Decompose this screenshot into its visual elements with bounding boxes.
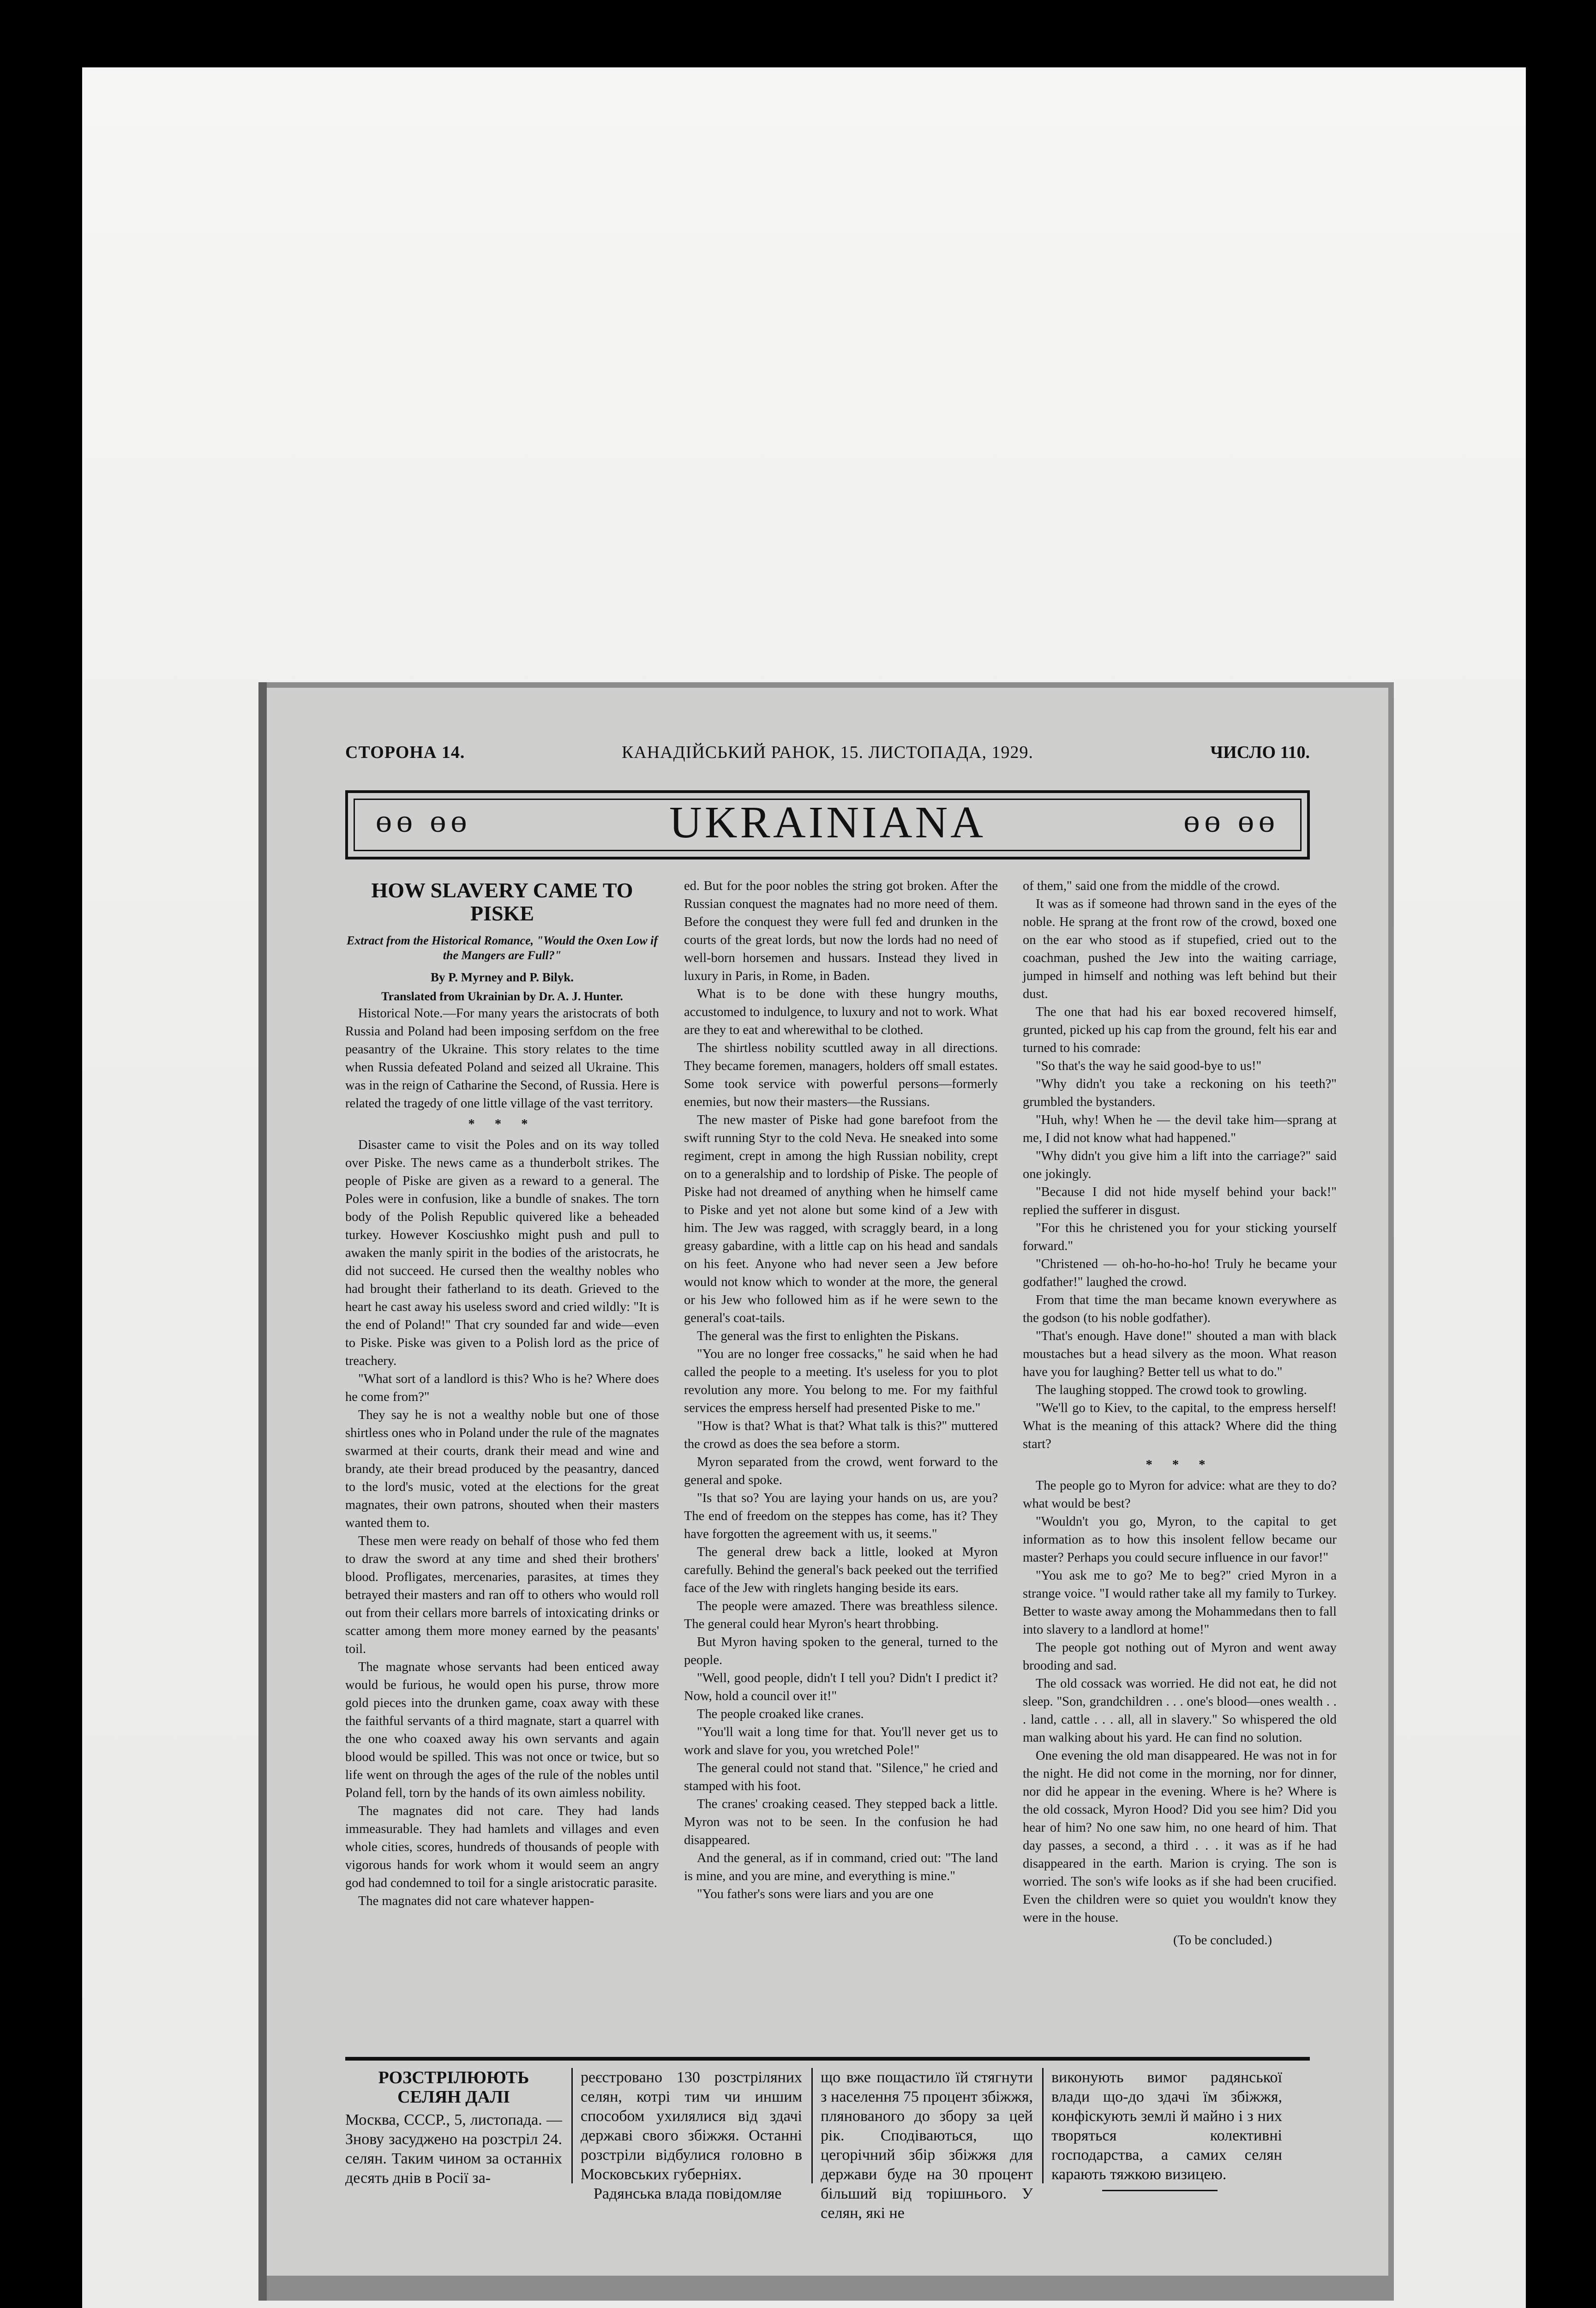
banner-ornament-left: ɵɵ ɵɵ — [376, 804, 472, 839]
paragraph: Москва, СССР., 5, листопада. —Знову засуджено на розстріл 24. селян. Таким чином за останніх десять днів в Росії за- — [345, 2111, 562, 2187]
paragraph: Disaster came to visit the Poles and on its way tolled over Piske. The news came as a thunderbolt strikes. The people of Piske are given as a reward to a general. The Poles were in confusion, like a bundle of snakes. The torn body of the Polish Republic quivered like a beheaded turkey. However Kosciushko might push and pull to awaken the manly spirit in the bodies of the aristocrats, he did not succeed. He cursed then the wealthy nobles who had brought their fatherland to its death. Grieved to the heart he cast away his useless sword and cried wildly: "It is the end of Poland!" That cry sounded far and wide—even to Piske. Piske was given to a Polish lord as the price of treachery. — [345, 1138, 659, 1368]
paragraph: "Christened — oh-ho-ho-ho-ho! Truly he became your godfather!" laughed the crowd. — [1023, 1257, 1337, 1289]
paragraph: The laughing stopped. The crowd took to growling. — [1036, 1383, 1307, 1397]
article-byline: By P. Myrney and P. Bilyk. — [430, 970, 574, 984]
article-title: HOW SLAVERY CAME TO PISKE — [371, 878, 633, 925]
article-subhead: Extract from the Historical Romance, "Would the Oxen Low if the Mangers are Full?" — [346, 934, 658, 962]
paragraph: "You father's sons were liars and you are one — [697, 1887, 934, 1901]
paragraph: But Myron having spoken to the general, turned to the people. — [684, 1635, 998, 1667]
paragraph: The cranes' croaking ceased. They stepped back a little. Myron was not to be seen. In the confusion he had disappeared. — [684, 1797, 998, 1847]
paragraph: "Why didn't you take a reckoning on his teeth?" grumbled the bystanders. — [1023, 1077, 1337, 1109]
article-columns — [345, 877, 1337, 2050]
paragraph: "So that's the way he said good-bye to us!" — [1036, 1059, 1262, 1073]
column-rule — [1042, 2068, 1044, 2183]
article-translator: Translated from Ukrainian by Dr. A. J. Hunter. — [381, 990, 623, 1003]
page-header — [345, 742, 1310, 765]
paragraph: "You'll wait a long time for that. You'll never get us to work and slave for you, you wretched Pole!" — [684, 1725, 998, 1757]
paragraph: "Because I did not hide myself behind your back!" replied the sufferer in disgust. — [1023, 1185, 1337, 1217]
paragraph: "That's enough. Have done!" shouted a man with black moustaches but a head silvery as the moon. What reason have you for laughing? Better tell us what to do." — [1023, 1329, 1337, 1379]
section-banner — [345, 790, 1310, 859]
paragraph: ed. But for the poor nobles the string got broken. After the Russian conquest the magnates had no more need of them. Before the conquest they were full fed and drunken in the courts of the great lords, but now the lords had no need of well-born horsemen and hussars. Instead they lived in luxury in Paris, in Rome, in Baden. — [684, 879, 998, 983]
paragraph: "Is that so? You are laying your hands on us, are you? The end of freedom on the steppes has come, has it? They have forgotten the agreement with us, it seems." — [684, 1491, 998, 1541]
paragraph: of them," said one from the middle of the crowd. — [1023, 879, 1280, 893]
paragraph: The old cossack was worried. He did not eat, he did not sleep. "Son, grandchildren . . . one's blood—ones wealth . . . land, cattle . . . all, all in slavery." So whispered the old man walking about his yard. He can find no solution. — [1023, 1677, 1337, 1745]
paragraph: The one that had his ear boxed recovered himself, grunted, picked up his cap from the ground, felt his ear and turned to his comrade: — [1023, 1005, 1337, 1055]
paragraph: The people go to Myron for advice: what are they to do? what would be best? — [1023, 1479, 1337, 1511]
page-edge — [258, 682, 267, 2301]
paragraph: The people were amazed. There was breathless silence. The general could hear Myron's heart throbbing. — [684, 1599, 998, 1631]
news-column-3 — [821, 2068, 1033, 2223]
paragraph: що вже пощастило їй стягнути з населення 75 процент збіжжя, плянованого до збору за цей рік. Сподіваються, що цегорічний збір збіжжя для держави буде на 30 процент більший від торішнього. У селян, які не — [821, 2069, 1033, 2222]
paragraph: One evening the old man disappeared. He was not in for the night. He did not come in the morning, nor for dinner, nor did he appear in the evening. Where is he? Where is the old cossack, Myron Hood? Did you see him? Did you hear of him? No one saw him, no one heard of him. That day passes, a second, a third . . . it was as if he had disappeared in the earth. Marion is crying. The son is worried. The son's wife looks as if she had been crucified. Even the children were so quiet you wouldn't know they were in the house. — [1023, 1749, 1337, 1925]
article-column-1 — [345, 877, 659, 1910]
paragraph: Радянська влада повідомляе — [594, 2185, 782, 2202]
news-item — [345, 2068, 1310, 2222]
news-column-1 — [345, 2068, 562, 2188]
paragraph: They say he is not a wealthy noble but one of those shirtless ones who in Poland under the rule of the magnates swarmed at their courts, drank their mead and wine and brandy, ate their bread produced by the peasantry, danced to the lord's music, voted at the elections for the great magnates, their own patrons, shouted when their masters wanted them to. — [345, 1408, 659, 1530]
paragraph: "What sort of a landlord is this? Who is he? Where does he come from?" — [345, 1372, 659, 1404]
paragraph: What is to be done with these hungry mouths, accustomed to indulgence, to luxury and not to work. What are they to eat and wherewithal to be clothed. — [684, 987, 998, 1037]
paragraph: From that time the man became known everywhere as the godson (to his noble godfather). — [1023, 1293, 1337, 1325]
to-be-concluded: (To be concluded.) — [1173, 1933, 1272, 1947]
paragraph: "Well, good people, didn't I tell you? Didn't I predict it? Now, hold a council over it!" — [684, 1671, 998, 1703]
section-rule — [345, 2057, 1310, 2061]
column-rule — [571, 2068, 573, 2183]
newspaper-page — [267, 688, 1388, 2276]
paragraph: "How is that? What is that? What talk is this?" muttered the crowd as does the sea before a storm. — [684, 1419, 998, 1451]
page-number: СТОРОНА 14. — [345, 743, 465, 762]
paragraph: The shirtless nobility scuttled away in all directions. They became foremen, managers, holders off small estates. Some took service with powerful persons—formerly enemies, but now their masters—the Russians. — [684, 1041, 998, 1109]
paragraph: The people got nothing out of Myron and went away brooding and sad. — [1023, 1641, 1337, 1673]
paragraph: "Wouldn't you go, Myron, to the capital to get information as to how this insolent fellow became our master? Perhaps you could secure influence in our favor!" — [1023, 1515, 1337, 1565]
news-column-2 — [581, 2068, 802, 2204]
issue-number: ЧИСЛО 110. — [1210, 743, 1310, 762]
paragraph: The general was the first to enlighten the Piskans. — [697, 1329, 959, 1343]
news-title: РОЗСТРІЛЮЮТЬ СЕЛЯН ДАЛІ — [378, 2068, 529, 2107]
column-rule — [811, 2068, 813, 2183]
paragraph: The magnate whose servants had been enticed away would be furious, he would open his purse, throw more gold pieces into the drunken game, coax away with these the faithful servants of a third magnate, start a quarrel with the one who coaxed away his own servants and again blood would be spilled. This was not once or twice, but so life went on through the ages of the rule of the nobles until Poland fell, torn by the hands of its own aimless nobility. — [345, 1660, 659, 1800]
paragraph: Myron separated from the crowd, went forward to the general and spoke. — [684, 1455, 998, 1487]
paragraph: "Why didn't you give him a lift into the carriage?" said one jokingly. — [1023, 1149, 1337, 1181]
paragraph: The general drew back a little, looked at Myron carefully. Behind the general's back peeked out the terrified face of the Jew with ringlets hanging beside its ears. — [684, 1545, 998, 1595]
paragraph: The general could not stand that. "Silence," he cried and stamped with his foot. — [684, 1761, 998, 1793]
masthead: КАНАДІЙСЬКИЙ РАНОК, 15. ЛИСТОПАДА, 1929. — [622, 743, 1033, 762]
end-rule — [1102, 2190, 1218, 2191]
article-column-2 — [684, 877, 998, 1903]
paragraph: виконують вимог радянської влади що-до здачі їм збіжжя, конфіскують землі й майно і з них творяться колективні господарства, а самих селян карають тяжкою визицею. — [1051, 2069, 1282, 2183]
section-divider-stars: * * * — [1146, 1458, 1214, 1472]
paragraph: The magnates did not care. They had lands immeasurable. They had hamlets and villages and even whole cities, scores, hundreds of thousands of people with vigorous hands for work whom it would seem an angry god had condemned to toil for a single aristocratic parasite. — [345, 1804, 659, 1890]
paragraph: "Huh, why! When he — the devil take him—sprang at me, I did not know what had happened." — [1023, 1113, 1337, 1145]
section-title: UKRAINIANA — [669, 798, 986, 847]
paragraph: "For this he christened you for your sticking yourself forward." — [1023, 1221, 1337, 1253]
paragraph: And the general, as if in command, cried out: "The land is mine, and you are mine, and everything is mine." — [684, 1851, 998, 1883]
section-divider-stars: * * * — [468, 1117, 536, 1131]
paragraph: The people croaked like cranes. — [697, 1707, 864, 1721]
paragraph: реєстровано 130 розстріляних селян, котрі тим чи иншим способом ухилялися від здачі державі свого збіжжя. Останні розстріли відбулися головно в Московських губерніях. — [581, 2069, 802, 2183]
banner-ornament-right: ɵɵ ɵɵ — [1183, 804, 1279, 839]
paragraph: The new master of Piske had gone barefoot from the swift running Styr to the cold Neva. He sneaked into some regiment, crept in among the high Russian nobility, crept on to a generalship and to lordship of Piske. The people of Piske had not dreamed of anything when he himself came to Piske and yet not alone but some kind of a Jew with him. The Jew was ragged, with scraggly beard, in a long greasy gabardine, with a little cap on his head and sandals on his feet. Anyone who had never seen a Jew before would not know which to wonder at the more, the general or his Jew who followed him as if he were sewn to the general's coat-tails. — [684, 1113, 998, 1325]
paragraph: "You ask me to go? Me to beg?" cried Myron in a strange voice. "I would rather take all my family to Turkey. Better to waste away among the Mohammedans then to fall into slavery to a landlord at home!" — [1023, 1569, 1337, 1637]
paragraph: "We'll go to Kiev, to the capital, to the empress herself! What is the meaning of this attack? Where did the thing start? — [1023, 1401, 1337, 1451]
paragraph: "You are no longer free cossacks," he said when he had called the people to a meeting. It's useless for you to plot revolution any more. You belong to me. For my faithful services the empress herself had presented Piske to me." — [684, 1347, 998, 1415]
historical-note: Historical Note.—For many years the aristocrats of both Russia and Poland had been imposing serfdom on the free peasantry of the Ukraine. This story relates to the time when Russia defeated Poland and seized all Ukraine. This was in the reign of Catharine the Second, of Russia. Here is related the tragedy of one little village of the vast territory. — [345, 1006, 659, 1111]
article-column-3 — [1023, 877, 1337, 1949]
news-column-4 — [1051, 2068, 1282, 2191]
paragraph: These men were ready on behalf of those who fed them to draw the sword at any time and shed their brothers' blood. Profligates, mercenaries, parasites, at times they betrayed their masters and ran off to others who would roll out from their cellars more barrels of intoxicating drinks or scatter among them more money earned by the peasants' toil. — [345, 1534, 659, 1656]
paragraph: The magnates did not care whatever happen- — [358, 1894, 594, 1908]
paragraph: It was as if someone had thrown sand in the eyes of the noble. He sprang at the front row of the crowd, boxed one on the ear who stood as if stupefied, cried out to the coachman, pushed the Jew into the waiting carriage, jumped in himself and nothing was left behind but their dust. — [1023, 897, 1337, 1001]
